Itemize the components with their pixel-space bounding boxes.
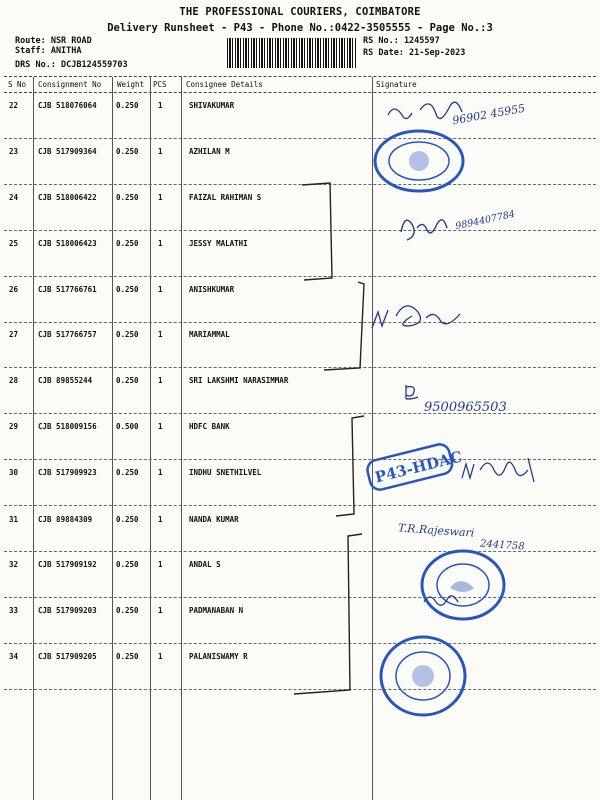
cell-sno: 25 <box>9 239 19 248</box>
col-header-pcs: PCS <box>153 80 167 89</box>
cell-weight: 0.250 <box>116 330 139 339</box>
handwritten-phone: 96902 45955 <box>451 101 527 128</box>
cell-sno: 24 <box>9 193 19 202</box>
cell-consignment-no: CJB 517766757 <box>38 330 97 339</box>
col-header-weight: Weight <box>117 80 145 89</box>
round-stamp <box>372 128 467 194</box>
cell-weight: 0.500 <box>116 422 139 431</box>
cell-consignee: INDHU SNETHILVEL <box>189 468 262 477</box>
cell-weight: 0.250 <box>116 515 139 524</box>
cell-sno: 22 <box>9 101 19 110</box>
cell-consignee: PADMANABAN N <box>189 606 244 615</box>
cell-pcs: 1 <box>158 147 163 156</box>
cell-consignee: ANISHKUMAR <box>189 285 235 294</box>
column-divider <box>112 77 113 800</box>
handwritten-number: 2441758 <box>479 538 525 553</box>
runsheet-subtitle: Delivery Runsheet - P43 - Phone No.:0422-3505555 - Page No.:3 <box>107 22 493 34</box>
cell-consignee: FAIZAL RAHIMAN S <box>189 193 262 202</box>
cell-weight: 0.250 <box>116 239 139 248</box>
cell-sno: 29 <box>9 422 19 431</box>
cell-consignee: JESSY MALATHI <box>189 239 248 248</box>
cell-consignment-no: CJB 518006422 <box>38 193 97 202</box>
cell-sno: 23 <box>9 147 19 156</box>
cell-consignment-no: CJB 517766761 <box>38 285 97 294</box>
cell-weight: 0.250 <box>116 147 139 156</box>
cell-pcs: 1 <box>158 515 163 524</box>
row-divider <box>4 505 596 506</box>
company-title: THE PROFESSIONAL COURIERS, COIMBATORE <box>179 6 421 18</box>
signature-scribble <box>402 383 422 403</box>
cell-weight: 0.250 <box>116 101 139 110</box>
bracket-mark <box>300 180 340 285</box>
signature-scribble <box>422 590 462 610</box>
cell-consignment-no: CJB 518006423 <box>38 239 97 248</box>
cell-consignment-no: CJB 518076064 <box>38 101 97 110</box>
header-top-rule <box>4 76 596 77</box>
cell-consignee: ANDAL S <box>189 560 221 569</box>
cell-sno: 31 <box>9 515 19 524</box>
row-divider <box>4 413 596 414</box>
cell-pcs: 1 <box>158 606 163 615</box>
rs-number: RS No.: 1245597 <box>363 36 440 46</box>
handwritten-phone: 9894407784 <box>454 208 516 233</box>
cell-sno: 34 <box>9 652 19 661</box>
cell-weight: 0.250 <box>116 285 139 294</box>
column-divider <box>33 77 34 800</box>
staff-label: Staff: ANITHA <box>15 46 82 56</box>
cell-sno: 30 <box>9 468 19 477</box>
cell-pcs: 1 <box>158 560 163 569</box>
cell-pcs: 1 <box>158 330 163 339</box>
cell-sno: 27 <box>9 330 19 339</box>
cell-pcs: 1 <box>158 468 163 477</box>
cell-weight: 0.250 <box>116 376 139 385</box>
col-header-consignee: Consignee Details <box>186 80 263 89</box>
cell-consignee: HDFC BANK <box>189 422 230 431</box>
cell-consignment-no: CJB 517909364 <box>38 147 97 156</box>
signature-scribble <box>458 448 548 488</box>
round-stamp <box>378 634 468 718</box>
handwritten-phone: 9500965503 <box>424 400 507 415</box>
cell-weight: 0.250 <box>116 193 139 202</box>
cell-consignment-no: CJB 517909923 <box>38 468 97 477</box>
stamp-text: P43-HDAC <box>373 447 464 487</box>
cell-consignee: NANDA KUMAR <box>189 515 239 524</box>
cell-weight: 0.250 <box>116 606 139 615</box>
cell-pcs: 1 <box>158 376 163 385</box>
cell-pcs: 1 <box>158 239 163 248</box>
cell-pcs: 1 <box>158 652 163 661</box>
cell-consignment-no: CJB 517909205 <box>38 652 97 661</box>
cell-weight: 0.250 <box>116 652 139 661</box>
cell-sno: 26 <box>9 285 19 294</box>
rs-date: RS Date: 21-Sep-2023 <box>363 48 466 58</box>
cell-pcs: 1 <box>158 193 163 202</box>
cell-sno: 32 <box>9 560 19 569</box>
cell-consignment-no: CJB 89855244 <box>38 376 93 385</box>
signature-scribble <box>395 208 465 248</box>
handwritten-name: T.R.Rajeswari <box>397 521 475 540</box>
header-bottom-rule <box>4 92 596 93</box>
cell-weight: 0.250 <box>116 560 139 569</box>
row-divider <box>4 322 596 323</box>
bracket-mark <box>290 530 370 700</box>
cell-sno: 28 <box>9 376 19 385</box>
cell-consignee: MARIAMMAL <box>189 330 230 339</box>
col-header-consignment: Consignment No <box>38 80 102 89</box>
cell-pcs: 1 <box>158 101 163 110</box>
cell-consignee: PALANISWAMY R <box>189 652 248 661</box>
cell-consignment-no: CJB 517909203 <box>38 606 97 615</box>
cell-weight: 0.250 <box>116 468 139 477</box>
row-divider <box>4 367 596 368</box>
column-divider <box>150 77 151 800</box>
round-stamp <box>418 548 508 623</box>
col-header-signature: Signature <box>376 80 417 89</box>
cell-pcs: 1 <box>158 422 163 431</box>
cell-consignment-no: CJB 517909192 <box>38 560 97 569</box>
cell-consignee: SHIVAKUMAR <box>189 101 235 110</box>
route-label: Route: NSR ROAD <box>15 36 92 46</box>
signature-scribble <box>368 292 488 342</box>
drs-number: DRS No.: DCJB124559703 <box>15 60 128 70</box>
cell-consignment-no: CJB 518009156 <box>38 422 97 431</box>
cell-consignee: SRI LAKSHMI NARASIMMAR <box>189 376 289 385</box>
cell-sno: 33 <box>9 606 19 615</box>
col-header-sno: S No <box>8 80 27 89</box>
column-divider <box>181 77 182 800</box>
barcode <box>227 38 357 68</box>
cell-consignment-no: CJB 89884309 <box>38 515 93 524</box>
cell-pcs: 1 <box>158 285 163 294</box>
cell-consignee: AZHILAN M <box>189 147 230 156</box>
bracket-mark <box>320 278 370 378</box>
